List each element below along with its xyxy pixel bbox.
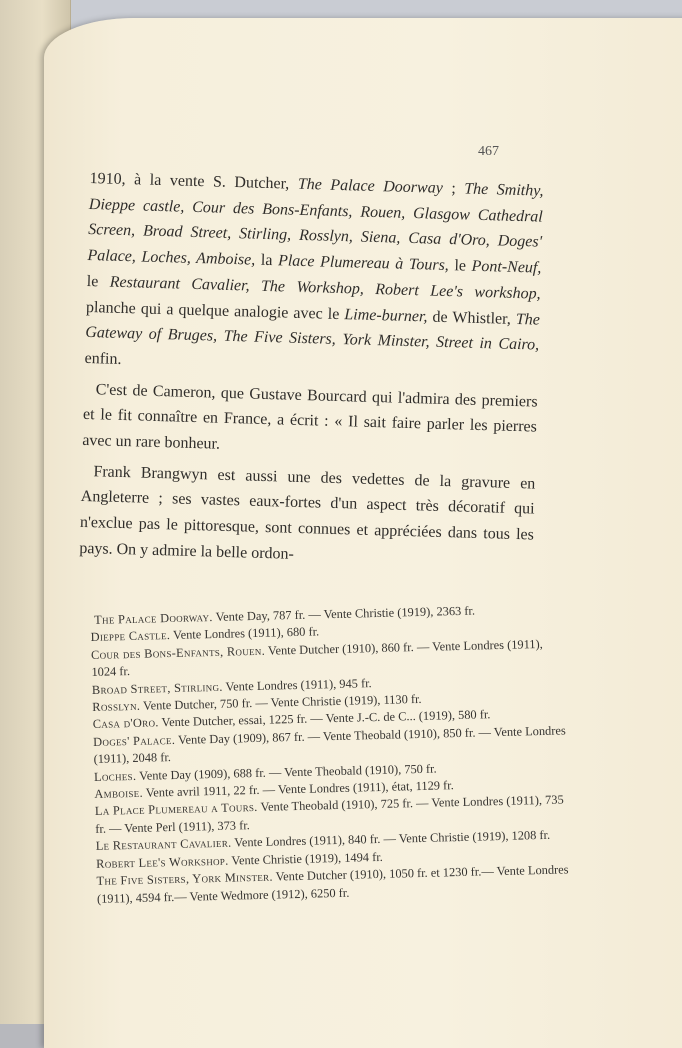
text-run: 1910, à la vente S. Dutcher, xyxy=(89,169,299,193)
footnote-title: Casa d'Oro. xyxy=(92,715,159,732)
body-paragraph xyxy=(82,377,538,467)
footnote-text: Vente Londres (1911), 680 fr. xyxy=(170,624,320,643)
page-number: 467 xyxy=(478,144,499,159)
footnote-title: Doges' Palace. xyxy=(93,732,176,749)
footnote-text: Vente Dutcher, 750 fr. — Vente Christie (1919), 1130 fr. xyxy=(140,691,422,713)
text-run: de Whistler, xyxy=(427,308,517,328)
footnote-title: Dieppe Castle. xyxy=(90,628,171,645)
footnote-text: Vente Day (1909), 688 fr. — Vente Theobald (1910), 750 fr. xyxy=(136,761,437,783)
text-run: le xyxy=(86,272,111,291)
footnote-text: Vente Day, 787 fr. — Vente Christie (1919), 2363 fr. xyxy=(212,603,476,625)
body-paragraph xyxy=(84,166,544,384)
italic-title-run: Lime-burner, xyxy=(344,305,428,325)
italic-title-run: Restaurant Cavalier, The Workshop, Robert Lee's workshop, xyxy=(109,273,541,303)
footnote-title: Amboise. xyxy=(94,785,144,802)
footnote-text: Vente Theobald (1910), 725 fr. — Vente Londres (1911), 735 fr. — Vente Perl (1911), 373 fr. xyxy=(95,792,564,836)
footnote-title: The Palace Doorway. xyxy=(94,610,213,627)
footnote-text: Vente Londres (1911), 840 fr. — Vente Christie (1919), 1208 fr. xyxy=(231,828,551,850)
footnote-title: The Five Sisters, York Minster. xyxy=(96,869,273,889)
footnotes xyxy=(90,600,571,907)
text-run: ; xyxy=(442,179,465,198)
italic-title-run: Place Plumereau à Tours, xyxy=(277,252,450,275)
main-text xyxy=(79,166,544,574)
footnote-title: Cour des Bons-Enfants, Rouen. xyxy=(90,643,266,662)
footnote-text: Vente Dutcher (1910), 860 fr. — Vente Londres (1911), 1024 fr. xyxy=(91,636,543,680)
footnote-text: Vente Dutcher, essai, 1225 fr. — Vente J.-C. de C... (1919), 580 fr. xyxy=(158,707,491,730)
footnote-text: Vente Dutcher (1910), 1050 fr. et 1230 fr.— Vente Londres (1911), 4594 fr.— Vente Wedmore (1912), 6250 fr. xyxy=(96,862,569,906)
text-run: le xyxy=(448,257,472,275)
footnote-text: Vente Londres (1911), 945 fr. xyxy=(222,675,372,694)
text-run: la xyxy=(255,251,279,270)
footnote-title: Le Restaurant Cavalier. xyxy=(95,835,232,854)
footnote-title: Rosslyn. xyxy=(92,698,141,715)
text-run: Frank Brangwyn est aussi une des vedettes de la gravure en Angleterre ; ses vastes eaux-fortes d'un aspect très décoratif qui n'exclue pas le pittoresque, sont connues et appréciées dans tous les pays. On y admire la belle ordon- xyxy=(79,462,536,563)
footnote-text: Vente avril 1911, 22 fr. — Vente Londres (1911), état, 1129 fr. xyxy=(142,778,454,800)
body-paragraph xyxy=(79,459,536,574)
italic-title-run: The Gateway of Bruges, The Five Sisters, York Minster, Street in Cairo, xyxy=(85,310,541,354)
text-run: enfin. xyxy=(84,349,122,368)
text-run: C'est de Cameron, que Gustave Bourcard qui l'admira des premiers et le fit connaître en France, a écrit : « Il sait faire parler les pierres avec un rare bonheur. xyxy=(82,380,538,453)
footnote-title: La Place Plumereau a Tours. xyxy=(94,800,258,819)
footnote-text: Vente Christie (1919), 1494 fr. xyxy=(228,849,383,868)
footnote-title: Robert Lee's Workshop. xyxy=(95,853,229,871)
italic-title-run: The Smithy, Dieppe castle, Cour des Bons-Enfants, Rouen, Glasgow Cathedral Screen, Broad Street, Stirling, Rosslyn, Siena, Casa d'Oro, Doges' Palace, Loches, Amboise, xyxy=(87,180,544,269)
footnote-title: Broad Street, Stirling. xyxy=(91,679,223,697)
footnote-text: Vente Day (1909), 867 fr. — Vente Theobald (1910), 850 fr. — Vente Londres (1911), 2048 fr. xyxy=(93,723,566,767)
text-run: planche qui a quelque analogie avec le xyxy=(85,298,345,323)
footnote-title: Loches. xyxy=(93,768,137,784)
italic-title-run: The Palace Doorway xyxy=(297,175,444,197)
italic-title-run: Pont-Neuf, xyxy=(471,257,542,277)
